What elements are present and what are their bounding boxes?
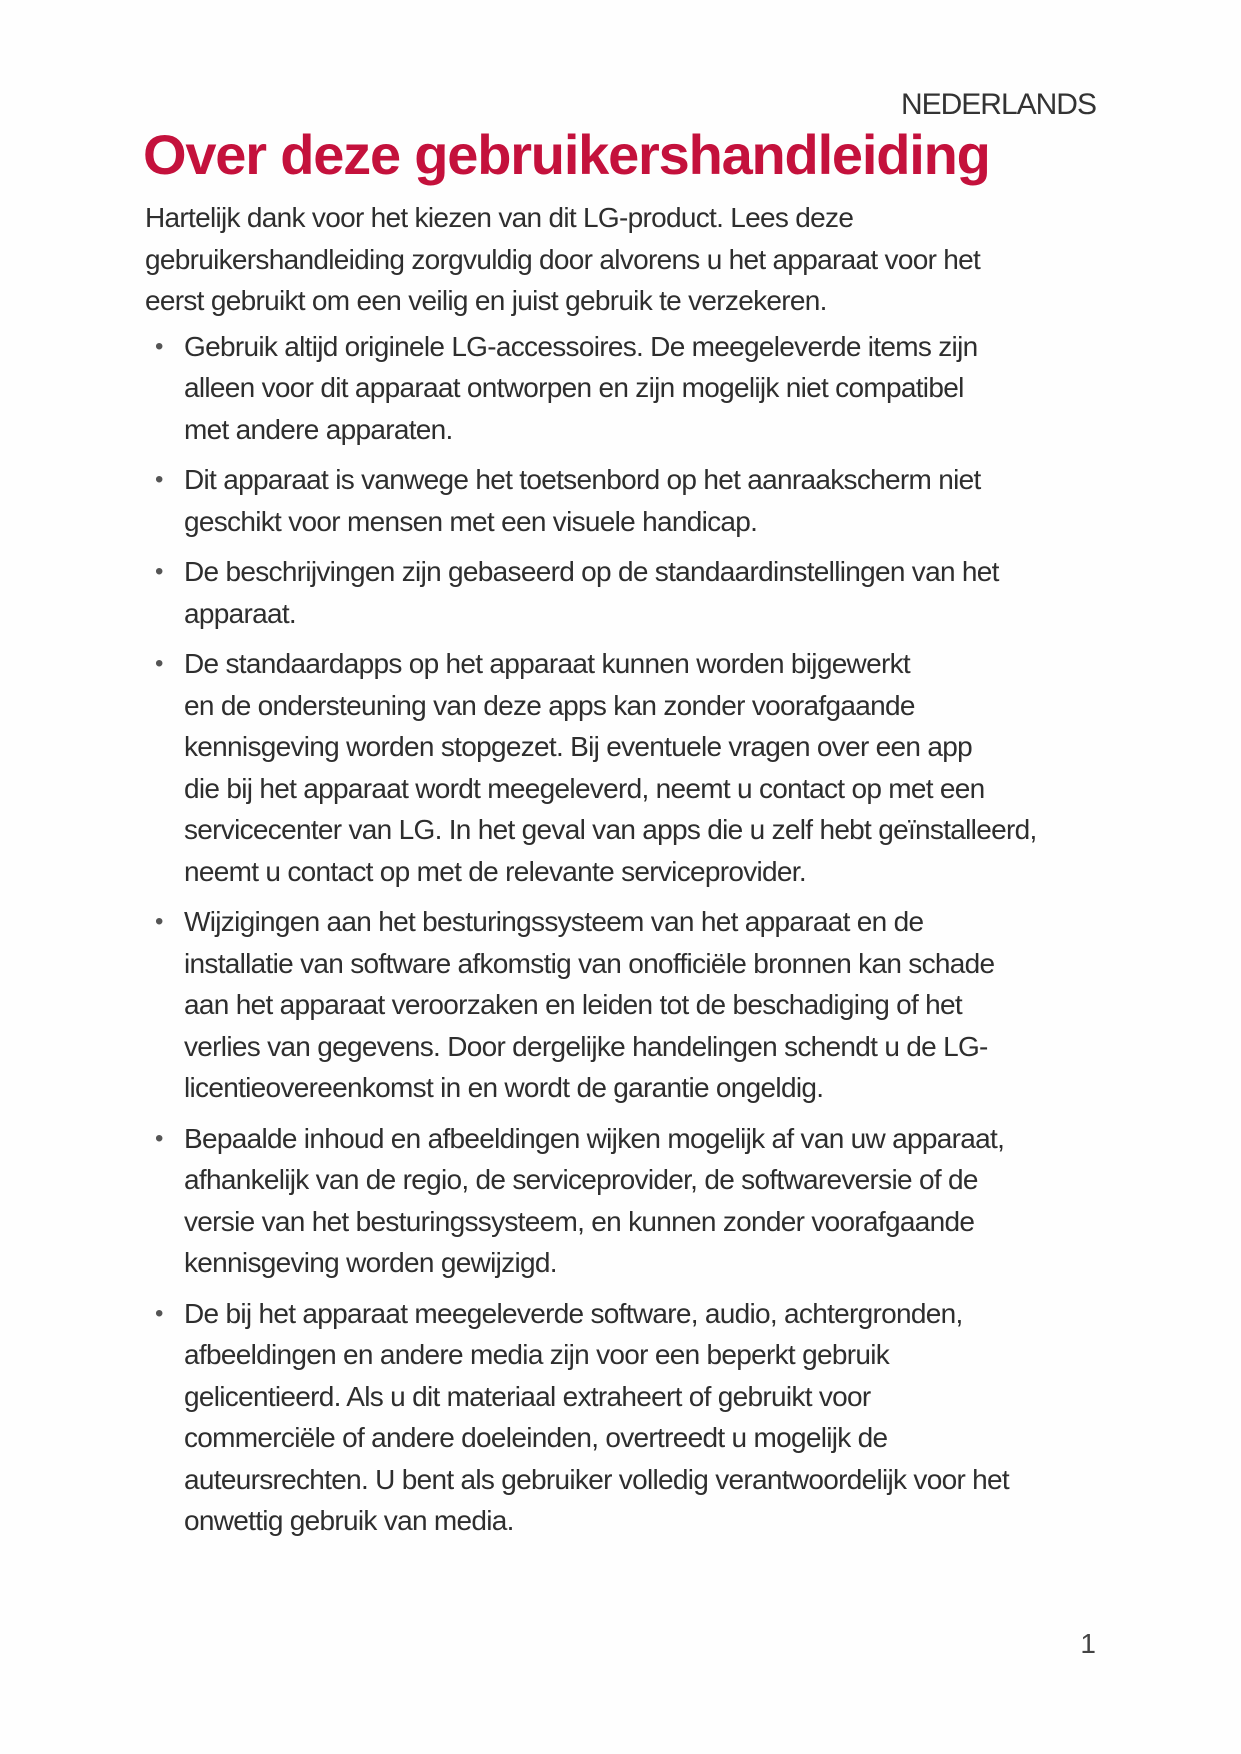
bullet-item [145, 551, 1105, 634]
bullet-item [145, 643, 1105, 892]
bullet-line: kennisgeving worden gewijzigd. [184, 1247, 557, 1278]
language-label: NEDERLANDS [900, 88, 1096, 121]
bullet-item [145, 901, 1105, 1109]
bullet-line: alleen voor dit apparaat ontworpen en zijn mogelijk niet compatibel [184, 372, 964, 403]
bullet-icon: • [155, 1299, 164, 1327]
bullet-line: die bij het apparaat wordt meegeleverd, neemt u contact op met een [184, 772, 985, 804]
bullet-line: met andere apparaten. [184, 413, 453, 445]
bullet-line: servicecenter van LG. In het geval van apps die u zelf hebt geïnstalleerd, [184, 814, 1037, 845]
intro-line: Hartelijk dank voor het kiezen van dit LG-product. Lees deze [145, 202, 854, 233]
bullet-icon: • [155, 332, 164, 360]
intro-paragraph [145, 197, 1105, 322]
intro-line: eerst gebruikt om een veilig en juist gebruik te verzekeren. [145, 285, 827, 316]
bullet-icon: • [155, 1124, 164, 1152]
bullet-line: apparaat. [184, 597, 297, 629]
bullet-line: Dit apparaat is vanwege het toetsenbord op het aanraakscherm niet [184, 464, 981, 495]
bullet-line: afhankelijk van de regio, de serviceprovider, de softwareversie of de [184, 1164, 978, 1195]
intro-line: gebruikershandleiding zorgvuldig door alvorens u het apparaat voor het [145, 243, 981, 275]
bullet-list [145, 326, 1105, 1542]
bullet-line: neemt u contact op met de relevante serviceprovider. [184, 855, 806, 887]
bullet-icon: • [155, 908, 164, 935]
bullet-icon: • [155, 466, 164, 493]
bullet-line: aan het apparaat veroorzaken en leiden tot de beschadiging of het [184, 989, 962, 1020]
bullet-line: versie van het besturingssysteem, en kunnen zonder voorafgaande [184, 1205, 975, 1237]
bullet-line: Wijzigingen aan het besturingssysteem van het apparaat en de [184, 906, 924, 937]
bullet-line: De standaardapps op het apparaat kunnen worden bijgewerkt [184, 648, 910, 679]
bullet-line: verlies van gegevens. Door dergelijke handelingen schendt u de LG- [184, 1030, 988, 1062]
bullet-line: Gebruik altijd originele LG-accessoires. De meegeleverde items zijn [184, 330, 978, 362]
bullet-line: geschikt voor mensen met een visuele handicap. [184, 505, 758, 537]
bullet-line: afbeeldingen en andere media zijn voor een beperkt gebruik [184, 1339, 890, 1370]
bullet-line: Bepaalde inhoud en afbeeldingen wijken mogelijk af van uw apparaat, [184, 1122, 1005, 1154]
bullet-item [145, 1293, 1105, 1542]
bullet-line: licentieovereenkomst in en wordt de garantie ongeldig. [184, 1072, 824, 1103]
bullet-item [145, 326, 1105, 451]
page-number: 1 [1080, 1628, 1096, 1659]
bullet-line: kennisgeving worden stopgezet. Bij eventuele vragen over een app [184, 731, 972, 762]
bullet-line: en de ondersteuning van deze apps kan zonder voorafgaande [184, 689, 915, 721]
content [145, 197, 1105, 1551]
bullet-item [145, 459, 1105, 542]
bullet-line: installatie van software afkomstig van onofficiële bronnen kan schade [184, 947, 995, 979]
bullet-line: onwettig gebruik van media. [184, 1505, 514, 1536]
bullet-line: commerciële of andere doeleinden, overtreedt u mogelijk de [184, 1422, 888, 1453]
bullet-icon: • [155, 558, 164, 585]
bullet-line: De beschrijvingen zijn gebaseerd op de standaardinstellingen van het [184, 556, 999, 587]
bullet-item [145, 1118, 1105, 1284]
page-title: Over deze gebruikershandleiding [143, 123, 990, 186]
bullet-line: auteursrechten. U bent als gebruiker volledig verantwoordelijk voor het [184, 1463, 1009, 1495]
bullet-line: De bij het apparaat meegeleverde software, audio, achtergronden, [184, 1297, 963, 1329]
bullet-icon: • [155, 650, 164, 677]
bullet-line: gelicentieerd. Als u dit materiaal extraheert of gebruikt voor [184, 1380, 871, 1412]
